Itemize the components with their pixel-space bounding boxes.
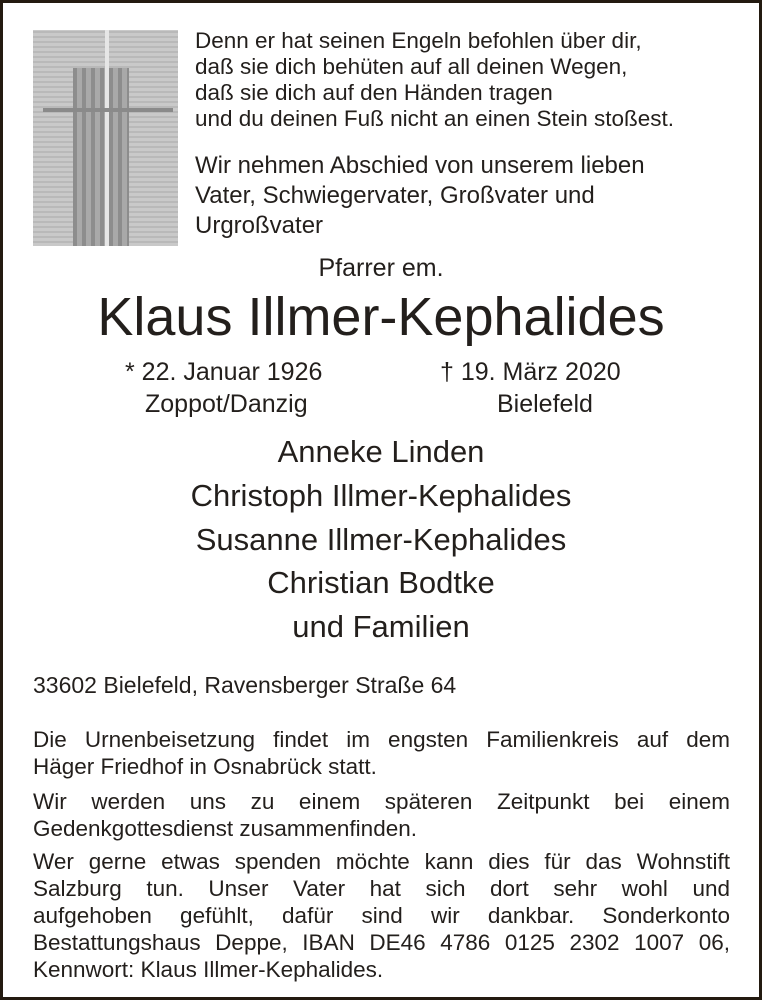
mourner: Anneke Linden — [277, 434, 485, 469]
mourner: Susanne Illmer-Kephalides — [195, 522, 567, 557]
mourner: Christian Bodtke — [267, 565, 495, 600]
birth-place: Zoppot/Danzig — [145, 390, 308, 418]
death-place: Bielefeld — [497, 390, 593, 418]
address: 33602 Bielefeld, Ravensberger Straße 64 — [33, 672, 457, 698]
paragraph-line: Wir werden uns zu einem späteren Zeitpunkt bei einem — [33, 789, 730, 814]
mourner: Christoph Illmer-Kephalides — [190, 478, 572, 513]
paragraph-line: aufgehoben gefühlt, dafür sind wir dankbar. Sonderkonto — [33, 903, 730, 928]
paragraph-line: Salzburg tun. Unser Vater hat sich dort sehr wohl und — [33, 876, 730, 901]
farewell-line: Vater, Schwiegervater, Großvater und — [195, 182, 595, 209]
paragraph-line: Kennwort: Klaus Illmer-Kephalides. — [33, 957, 384, 982]
verse-line: Denn er hat seinen Engeln befohlen über dir, — [195, 28, 642, 53]
paragraph-line: Gedenkgottesdienst zusammenfinden. — [33, 816, 417, 841]
farewell-line: Urgroßvater — [195, 212, 324, 239]
farewell-line: Wir nehmen Abschied von unserem lieben — [195, 152, 645, 179]
deceased-name: Klaus Illmer-Kephalides — [97, 287, 665, 347]
paragraph-line: Wer gerne etwas spenden möchte kann dies für das Wohnstift — [33, 849, 730, 874]
deceased-title: Pfarrer em. — [318, 254, 444, 282]
paragraph-line: Die Urnenbeisetzung findet im engsten Familienkreis auf dem — [33, 727, 730, 752]
verse-line: daß sie dich auf den Händen tragen — [195, 80, 553, 105]
cross-photo — [33, 30, 178, 246]
paragraph-line: Häger Friedhof in Osnabrück statt. — [33, 754, 377, 779]
verse-line: und du deinen Fuß nicht an einen Stein stoßest. — [195, 106, 675, 131]
mourner: und Familien — [292, 609, 470, 644]
birth-date: * 22. Januar 1926 — [125, 358, 323, 386]
death-date: † 19. März 2020 — [440, 358, 621, 386]
verse-line: daß sie dich behüten auf all deinen Wegen, — [195, 54, 628, 79]
paragraph-line: Bestattungshaus Deppe, IBAN DE46 4786 0125 2302 1007 06, — [33, 930, 730, 955]
